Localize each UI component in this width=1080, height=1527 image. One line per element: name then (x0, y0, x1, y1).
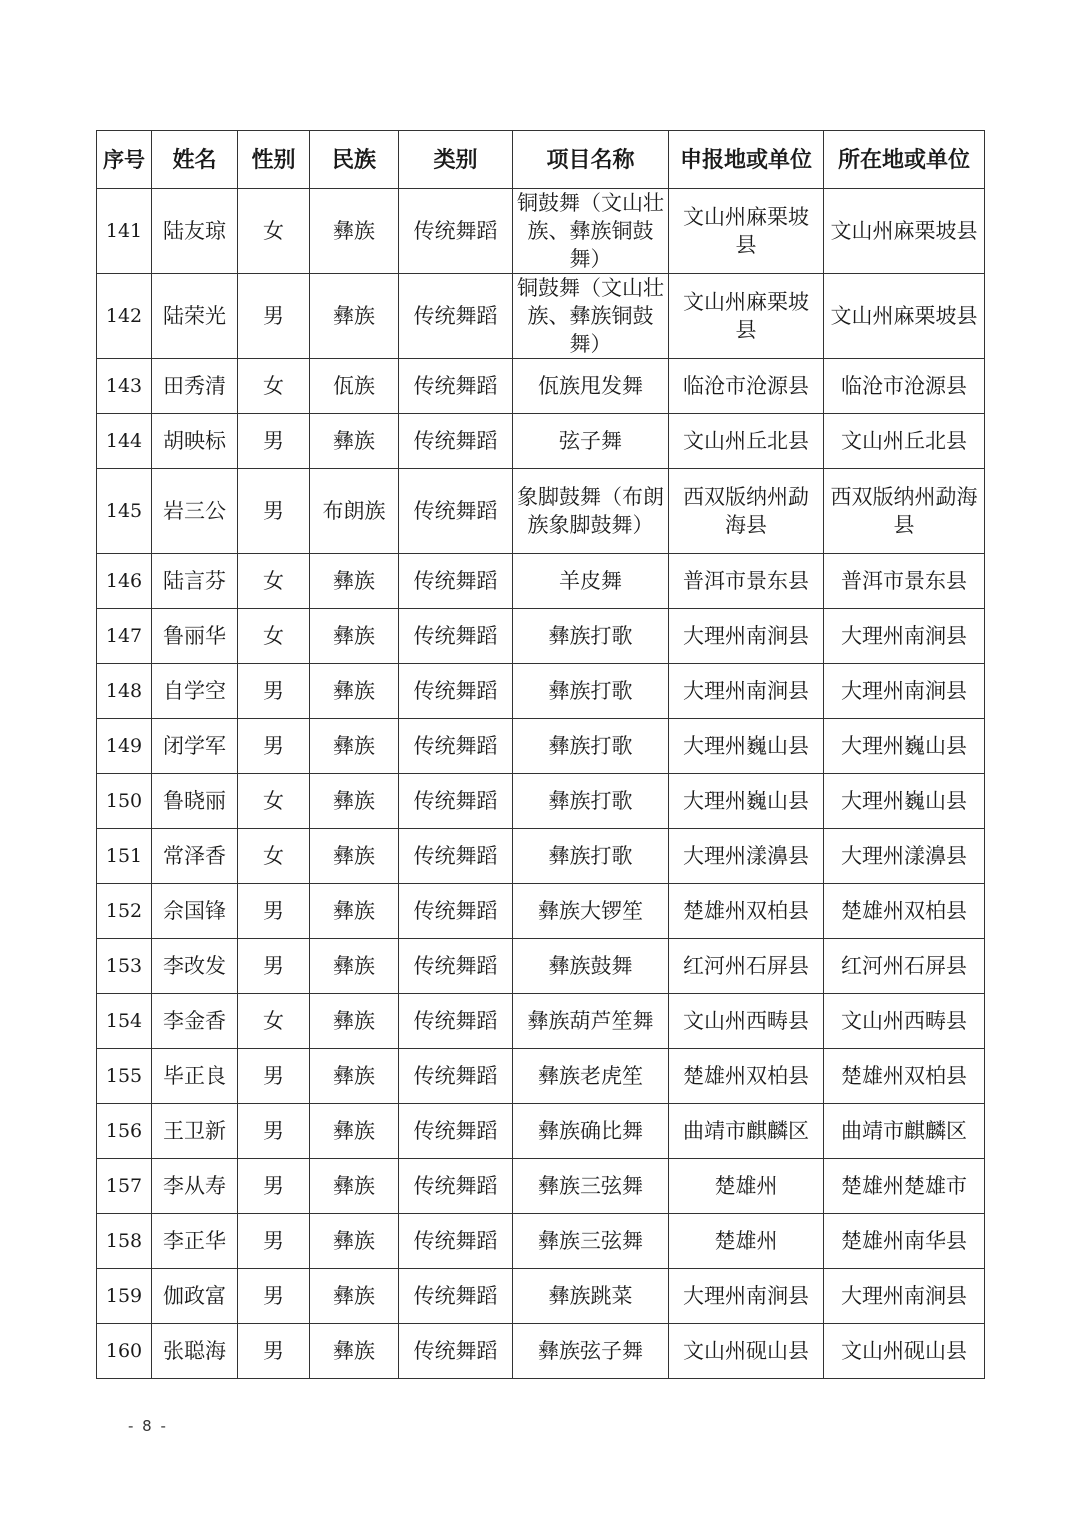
cell-seq: 149 (97, 719, 152, 774)
cell-declare: 大理州巍山县 (669, 774, 824, 829)
cell-location: 大理州南涧县 (824, 664, 985, 719)
table-row (97, 1269, 985, 1324)
header-seq: 序号 (97, 131, 152, 189)
cell-project: 彝族三弦舞 (513, 1159, 669, 1214)
cell-seq: 153 (97, 939, 152, 994)
cell-ethnicity: 彝族 (310, 1324, 399, 1379)
cell-seq: 155 (97, 1049, 152, 1104)
cell-name: 鲁晓丽 (152, 774, 238, 829)
cell-declare: 大理州漾濞县 (669, 829, 824, 884)
cell-location: 西双版纳州勐海县 (824, 469, 985, 554)
cell-project: 彝族打歌 (513, 774, 669, 829)
cell-gender: 女 (238, 554, 310, 609)
cell-seq: 146 (97, 554, 152, 609)
table-row (97, 774, 985, 829)
cell-location: 大理州巍山县 (824, 774, 985, 829)
cell-project: 铜鼓舞（文山壮族、彝族铜鼓舞） (513, 189, 669, 274)
cell-gender: 女 (238, 829, 310, 884)
table-row (97, 359, 985, 414)
cell-declare: 楚雄州双柏县 (669, 1049, 824, 1104)
cell-ethnicity: 彝族 (310, 1214, 399, 1269)
cell-name: 伽政富 (152, 1269, 238, 1324)
cell-project: 佤族甩发舞 (513, 359, 669, 414)
cell-name: 毕正良 (152, 1049, 238, 1104)
cell-category: 传统舞蹈 (399, 1269, 513, 1324)
cell-name: 张聪海 (152, 1324, 238, 1379)
cell-gender: 男 (238, 414, 310, 469)
cell-location: 文山州西畴县 (824, 994, 985, 1049)
table-row (97, 994, 985, 1049)
table-row (97, 719, 985, 774)
cell-category: 传统舞蹈 (399, 1049, 513, 1104)
header-ethnicity: 民族 (310, 131, 399, 189)
cell-declare: 文山州砚山县 (669, 1324, 824, 1379)
table-row (97, 469, 985, 554)
table-row (97, 939, 985, 994)
cell-seq: 160 (97, 1324, 152, 1379)
cell-name: 陆言芬 (152, 554, 238, 609)
cell-gender: 女 (238, 774, 310, 829)
cell-declare: 曲靖市麒麟区 (669, 1104, 824, 1159)
cell-ethnicity: 彝族 (310, 994, 399, 1049)
cell-category: 传统舞蹈 (399, 359, 513, 414)
cell-gender: 男 (238, 1324, 310, 1379)
cell-declare: 楚雄州 (669, 1214, 824, 1269)
table-row (97, 609, 985, 664)
cell-location: 文山州砚山县 (824, 1324, 985, 1379)
cell-ethnicity: 彝族 (310, 1049, 399, 1104)
cell-declare: 文山州西畴县 (669, 994, 824, 1049)
cell-seq: 159 (97, 1269, 152, 1324)
cell-category: 传统舞蹈 (399, 1104, 513, 1159)
cell-location: 大理州漾濞县 (824, 829, 985, 884)
cell-name: 佘国锋 (152, 884, 238, 939)
cell-gender: 男 (238, 719, 310, 774)
header-row (97, 131, 985, 189)
cell-ethnicity: 彝族 (310, 719, 399, 774)
cell-category: 传统舞蹈 (399, 1159, 513, 1214)
cell-gender: 男 (238, 664, 310, 719)
page-number: - 8 - (128, 1417, 168, 1435)
cell-declare: 大理州南涧县 (669, 609, 824, 664)
header-declare: 申报地或单位 (669, 131, 824, 189)
cell-name: 李正华 (152, 1214, 238, 1269)
cell-declare: 临沧市沧源县 (669, 359, 824, 414)
cell-project: 彝族弦子舞 (513, 1324, 669, 1379)
cell-category: 传统舞蹈 (399, 274, 513, 359)
cell-category: 传统舞蹈 (399, 414, 513, 469)
cell-declare: 文山州丘北县 (669, 414, 824, 469)
cell-name: 李改发 (152, 939, 238, 994)
cell-project: 彝族三弦舞 (513, 1214, 669, 1269)
cell-project: 象脚鼓舞（布朗族象脚鼓舞） (513, 469, 669, 554)
cell-declare: 红河州石屏县 (669, 939, 824, 994)
cell-project: 铜鼓舞（文山壮族、彝族铜鼓舞） (513, 274, 669, 359)
cell-category: 传统舞蹈 (399, 994, 513, 1049)
table-row (97, 1324, 985, 1379)
header-location: 所在地或单位 (824, 131, 985, 189)
roster-table (96, 130, 985, 1379)
table-row (97, 189, 985, 274)
cell-project: 彝族确比舞 (513, 1104, 669, 1159)
cell-seq: 147 (97, 609, 152, 664)
cell-ethnicity: 彝族 (310, 274, 399, 359)
cell-project: 彝族葫芦笙舞 (513, 994, 669, 1049)
table-row (97, 274, 985, 359)
cell-name: 田秀清 (152, 359, 238, 414)
cell-seq: 148 (97, 664, 152, 719)
cell-category: 传统舞蹈 (399, 1214, 513, 1269)
table-row (97, 829, 985, 884)
cell-gender: 男 (238, 939, 310, 994)
cell-seq: 143 (97, 359, 152, 414)
cell-location: 临沧市沧源县 (824, 359, 985, 414)
cell-declare: 文山州麻栗坡县 (669, 189, 824, 274)
cell-ethnicity: 彝族 (310, 829, 399, 884)
cell-declare: 文山州麻栗坡县 (669, 274, 824, 359)
cell-location: 大理州南涧县 (824, 609, 985, 664)
cell-ethnicity: 彝族 (310, 1269, 399, 1324)
cell-category: 传统舞蹈 (399, 939, 513, 994)
cell-name: 陆友琼 (152, 189, 238, 274)
cell-seq: 152 (97, 884, 152, 939)
cell-project: 彝族打歌 (513, 664, 669, 719)
cell-name: 岩三公 (152, 469, 238, 554)
table-row (97, 554, 985, 609)
table-row (97, 1214, 985, 1269)
cell-project: 彝族打歌 (513, 719, 669, 774)
cell-location: 文山州麻栗坡县 (824, 189, 985, 274)
cell-ethnicity: 彝族 (310, 664, 399, 719)
table-row (97, 1159, 985, 1214)
cell-declare: 普洱市景东县 (669, 554, 824, 609)
cell-location: 曲靖市麒麟区 (824, 1104, 985, 1159)
cell-seq: 144 (97, 414, 152, 469)
cell-gender: 男 (238, 884, 310, 939)
table-row (97, 664, 985, 719)
cell-declare: 大理州巍山县 (669, 719, 824, 774)
cell-location: 红河州石屏县 (824, 939, 985, 994)
cell-name: 王卫新 (152, 1104, 238, 1159)
cell-gender: 女 (238, 189, 310, 274)
cell-declare: 西双版纳州勐海县 (669, 469, 824, 554)
cell-ethnicity: 彝族 (310, 554, 399, 609)
cell-location: 楚雄州双柏县 (824, 884, 985, 939)
cell-category: 传统舞蹈 (399, 664, 513, 719)
header-name: 姓名 (152, 131, 238, 189)
cell-project: 彝族打歌 (513, 609, 669, 664)
cell-seq: 141 (97, 189, 152, 274)
cell-category: 传统舞蹈 (399, 719, 513, 774)
cell-location: 文山州丘北县 (824, 414, 985, 469)
cell-category: 传统舞蹈 (399, 189, 513, 274)
cell-location: 文山州麻栗坡县 (824, 274, 985, 359)
cell-category: 传统舞蹈 (399, 774, 513, 829)
cell-name: 李金香 (152, 994, 238, 1049)
cell-seq: 142 (97, 274, 152, 359)
cell-location: 普洱市景东县 (824, 554, 985, 609)
cell-location: 大理州巍山县 (824, 719, 985, 774)
cell-seq: 151 (97, 829, 152, 884)
cell-ethnicity: 彝族 (310, 609, 399, 664)
header-project: 项目名称 (513, 131, 669, 189)
cell-category: 传统舞蹈 (399, 1324, 513, 1379)
cell-declare: 大理州南涧县 (669, 1269, 824, 1324)
cell-name: 陆荣光 (152, 274, 238, 359)
cell-seq: 154 (97, 994, 152, 1049)
cell-location: 楚雄州南华县 (824, 1214, 985, 1269)
cell-ethnicity: 彝族 (310, 1104, 399, 1159)
cell-name: 胡映标 (152, 414, 238, 469)
cell-name: 自学空 (152, 664, 238, 719)
cell-gender: 女 (238, 359, 310, 414)
cell-ethnicity: 布朗族 (310, 469, 399, 554)
cell-ethnicity: 彝族 (310, 939, 399, 994)
cell-seq: 157 (97, 1159, 152, 1214)
cell-category: 传统舞蹈 (399, 829, 513, 884)
cell-seq: 145 (97, 469, 152, 554)
cell-ethnicity: 彝族 (310, 1159, 399, 1214)
cell-gender: 男 (238, 1269, 310, 1324)
cell-category: 传统舞蹈 (399, 469, 513, 554)
table-row (97, 414, 985, 469)
cell-category: 传统舞蹈 (399, 884, 513, 939)
cell-category: 传统舞蹈 (399, 609, 513, 664)
cell-declare: 楚雄州双柏县 (669, 884, 824, 939)
header-category: 类别 (399, 131, 513, 189)
cell-ethnicity: 佤族 (310, 359, 399, 414)
cell-gender: 男 (238, 1104, 310, 1159)
cell-location: 楚雄州楚雄市 (824, 1159, 985, 1214)
cell-seq: 156 (97, 1104, 152, 1159)
cell-ethnicity: 彝族 (310, 774, 399, 829)
cell-declare: 楚雄州 (669, 1159, 824, 1214)
table-row (97, 1104, 985, 1159)
cell-name: 常泽香 (152, 829, 238, 884)
cell-gender: 男 (238, 1159, 310, 1214)
cell-category: 传统舞蹈 (399, 554, 513, 609)
cell-location: 大理州南涧县 (824, 1269, 985, 1324)
cell-ethnicity: 彝族 (310, 884, 399, 939)
cell-project: 羊皮舞 (513, 554, 669, 609)
roster-body (97, 189, 985, 1379)
cell-declare: 大理州南涧县 (669, 664, 824, 719)
cell-gender: 男 (238, 469, 310, 554)
cell-project: 彝族鼓舞 (513, 939, 669, 994)
cell-gender: 男 (238, 274, 310, 359)
cell-ethnicity: 彝族 (310, 414, 399, 469)
cell-gender: 女 (238, 994, 310, 1049)
header-gender: 性别 (238, 131, 310, 189)
cell-name: 闭学军 (152, 719, 238, 774)
table-row (97, 1049, 985, 1104)
cell-location: 楚雄州双柏县 (824, 1049, 985, 1104)
cell-ethnicity: 彝族 (310, 189, 399, 274)
cell-project: 彝族跳菜 (513, 1269, 669, 1324)
cell-gender: 男 (238, 1214, 310, 1269)
cell-project: 彝族打歌 (513, 829, 669, 884)
cell-name: 李从寿 (152, 1159, 238, 1214)
cell-seq: 158 (97, 1214, 152, 1269)
cell-gender: 女 (238, 609, 310, 664)
cell-project: 彝族老虎笙 (513, 1049, 669, 1104)
cell-name: 鲁丽华 (152, 609, 238, 664)
table-row (97, 884, 985, 939)
cell-project: 彝族大锣笙 (513, 884, 669, 939)
cell-project: 弦子舞 (513, 414, 669, 469)
cell-gender: 男 (238, 1049, 310, 1104)
cell-seq: 150 (97, 774, 152, 829)
